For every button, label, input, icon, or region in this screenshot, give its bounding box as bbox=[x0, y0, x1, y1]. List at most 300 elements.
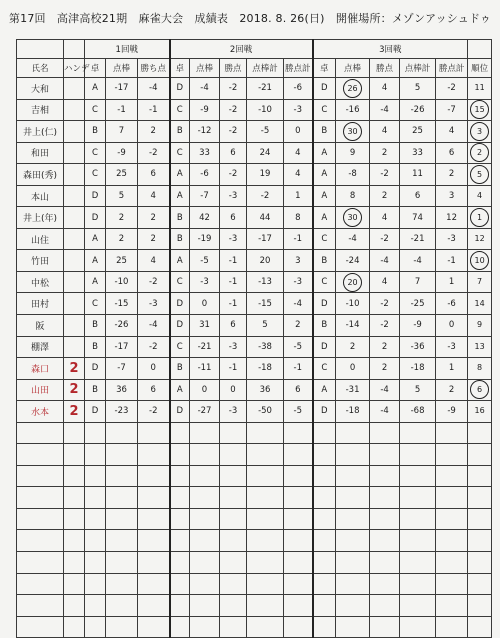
r2-points-total-cell: -10 bbox=[247, 99, 284, 121]
r3-score-cell: -4 bbox=[370, 250, 400, 272]
r2-points-total-cell: -5 bbox=[247, 121, 284, 143]
empty-cell bbox=[284, 573, 313, 595]
r3-points-cell bbox=[336, 271, 370, 293]
handicap-header: ハンデ bbox=[64, 59, 85, 78]
r3-score-total-cell: 3 bbox=[436, 185, 468, 207]
empty-cell bbox=[400, 422, 436, 444]
r3-points-total-cell: -21 bbox=[400, 228, 436, 250]
circled-rank: 2 bbox=[470, 143, 489, 162]
r3-score-cell: 2 bbox=[370, 336, 400, 358]
r3-table-cell: D bbox=[313, 336, 336, 358]
empty-cell bbox=[336, 508, 370, 530]
r2-score-total-cell: 2 bbox=[284, 315, 313, 337]
r3-points-total-cell: -25 bbox=[400, 293, 436, 315]
r1-score-cell: -2 bbox=[138, 401, 170, 423]
r3-score-total-cell: 1 bbox=[436, 358, 468, 380]
handicap-cell bbox=[64, 142, 85, 164]
player-row bbox=[17, 315, 492, 337]
empty-cell bbox=[106, 487, 138, 509]
r3-score-cell: 2 bbox=[370, 185, 400, 207]
name-cell: 井上(年) bbox=[17, 207, 64, 229]
empty-cell bbox=[17, 616, 64, 638]
rank-value: 7 bbox=[477, 277, 483, 287]
r2-score-total-cell: -6 bbox=[284, 78, 313, 100]
r3-score-total-cell: -2 bbox=[436, 78, 468, 100]
r1-points-cell: 2 bbox=[106, 228, 138, 250]
empty-row bbox=[17, 422, 492, 444]
r3-points-total-cell: -36 bbox=[400, 336, 436, 358]
r3-score-cell: -4 bbox=[370, 379, 400, 401]
r1-table-cell: D bbox=[85, 358, 106, 380]
name-cell: 中松 bbox=[17, 271, 64, 293]
handicap-cell bbox=[64, 185, 85, 207]
r1-table-cell: C bbox=[85, 164, 106, 186]
r2-score-total-cell: 0 bbox=[284, 121, 313, 143]
empty-cell bbox=[247, 552, 284, 574]
rank-cell bbox=[468, 401, 492, 423]
name-cell: 山住 bbox=[17, 228, 64, 250]
r1-points-cell: -15 bbox=[106, 293, 138, 315]
r2-points-cell: -21 bbox=[190, 336, 220, 358]
empty-cell bbox=[85, 508, 106, 530]
rank-value: 13 bbox=[474, 341, 485, 351]
empty-cell bbox=[247, 487, 284, 509]
empty-cell bbox=[313, 595, 336, 617]
r1-points-cell: 25 bbox=[106, 250, 138, 272]
empty-cell bbox=[64, 487, 85, 509]
r1-table-cell: D bbox=[85, 185, 106, 207]
r3-score-total-cell: -7 bbox=[436, 99, 468, 121]
name-cell: 水本 bbox=[17, 401, 64, 423]
empty-cell bbox=[436, 444, 468, 466]
empty-cell bbox=[138, 487, 170, 509]
empty-cell bbox=[17, 552, 64, 574]
rank-cell bbox=[468, 164, 492, 186]
empty-cell bbox=[336, 530, 370, 552]
r3-table-header: 卓 bbox=[313, 59, 336, 78]
name-cell: 森田(秀) bbox=[17, 164, 64, 186]
r2-score-total-cell: -4 bbox=[284, 293, 313, 315]
r2-table-cell: D bbox=[170, 78, 190, 100]
empty-row bbox=[17, 573, 492, 595]
empty-cell bbox=[468, 508, 492, 530]
r2-score-cell: 0 bbox=[220, 379, 247, 401]
r3-score-total-header: 勝点計 bbox=[436, 59, 468, 78]
empty-cell bbox=[247, 422, 284, 444]
r2-score-cell: -2 bbox=[220, 78, 247, 100]
handicap-cell bbox=[64, 121, 85, 143]
r1-table-cell: B bbox=[85, 379, 106, 401]
blank-cell bbox=[64, 40, 85, 59]
circled-points: 30 bbox=[343, 208, 362, 227]
player-row bbox=[17, 379, 492, 401]
empty-cell bbox=[400, 465, 436, 487]
circled-rank: 3 bbox=[470, 122, 489, 141]
r2-points-header: 点棒 bbox=[190, 59, 220, 78]
r3-score-cell: 2 bbox=[370, 358, 400, 380]
r1-score-cell: 2 bbox=[138, 228, 170, 250]
r2-points-total-cell: -13 bbox=[247, 271, 284, 293]
empty-cell bbox=[190, 573, 220, 595]
r3-score-total-cell: 2 bbox=[436, 164, 468, 186]
player-row bbox=[17, 121, 492, 143]
r3-table-cell: D bbox=[313, 293, 336, 315]
handicap-cell bbox=[64, 228, 85, 250]
r1-points-cell: -26 bbox=[106, 315, 138, 337]
r3-points-cell: 9 bbox=[336, 142, 370, 164]
r2-points-total-cell: 20 bbox=[247, 250, 284, 272]
empty-cell bbox=[436, 487, 468, 509]
r2-table-cell: A bbox=[170, 185, 190, 207]
empty-cell bbox=[468, 530, 492, 552]
rank-cell bbox=[468, 379, 492, 401]
empty-cell bbox=[336, 422, 370, 444]
empty-row bbox=[17, 465, 492, 487]
r1-score-cell: -4 bbox=[138, 315, 170, 337]
r2-table-cell: B bbox=[170, 228, 190, 250]
r2-score-cell: -1 bbox=[220, 271, 247, 293]
empty-cell bbox=[436, 552, 468, 574]
r3-points-cell: -31 bbox=[336, 379, 370, 401]
r3-table-cell: A bbox=[313, 207, 336, 229]
handicap-cell bbox=[64, 336, 85, 358]
empty-cell bbox=[220, 616, 247, 638]
empty-cell bbox=[220, 422, 247, 444]
r2-points-total-cell: -18 bbox=[247, 358, 284, 380]
r3-table-cell: D bbox=[313, 401, 336, 423]
rank-value: 16 bbox=[474, 406, 485, 416]
r2-score-total-cell: -5 bbox=[284, 336, 313, 358]
r3-table-cell: D bbox=[313, 78, 336, 100]
empty-cell bbox=[336, 616, 370, 638]
empty-cell bbox=[170, 595, 190, 617]
r3-score-total-cell: -6 bbox=[436, 293, 468, 315]
r3-points-cell: 0 bbox=[336, 358, 370, 380]
r2-score-cell: -3 bbox=[220, 336, 247, 358]
empty-cell bbox=[138, 616, 170, 638]
r2-points-cell: -19 bbox=[190, 228, 220, 250]
empty-cell bbox=[220, 487, 247, 509]
player-row bbox=[17, 185, 492, 207]
r2-table-cell: A bbox=[170, 164, 190, 186]
r2-table-cell: B bbox=[170, 121, 190, 143]
r2-points-total-cell: 36 bbox=[247, 379, 284, 401]
r1-points-cell: -7 bbox=[106, 358, 138, 380]
r3-points-cell: -4 bbox=[336, 228, 370, 250]
empty-cell bbox=[468, 422, 492, 444]
empty-cell bbox=[336, 487, 370, 509]
empty-cell bbox=[138, 573, 170, 595]
empty-cell bbox=[284, 444, 313, 466]
empty-cell bbox=[247, 573, 284, 595]
empty-cell bbox=[436, 616, 468, 638]
r1-points-cell: 2 bbox=[106, 207, 138, 229]
r3-table-cell: A bbox=[313, 379, 336, 401]
r3-table-cell: C bbox=[313, 99, 336, 121]
empty-cell bbox=[17, 508, 64, 530]
empty-row bbox=[17, 552, 492, 574]
r3-score-cell: -2 bbox=[370, 164, 400, 186]
r1-points-cell: -10 bbox=[106, 271, 138, 293]
r3-points-total-cell: 5 bbox=[400, 78, 436, 100]
r2-points-cell: -9 bbox=[190, 99, 220, 121]
empty-cell bbox=[400, 595, 436, 617]
empty-cell bbox=[313, 573, 336, 595]
rank-cell bbox=[468, 121, 492, 143]
empty-cell bbox=[313, 422, 336, 444]
empty-cell bbox=[64, 508, 85, 530]
r2-points-total-cell: 44 bbox=[247, 207, 284, 229]
empty-cell bbox=[468, 595, 492, 617]
empty-cell bbox=[17, 487, 64, 509]
sheet-title: 第17回 高津高校21期 麻雀大会 成績表 2018. 8. 26(日) 開催場所：メゾンアッシュドゥ bbox=[8, 12, 492, 25]
empty-cell bbox=[313, 530, 336, 552]
rank-cell bbox=[468, 336, 492, 358]
empty-cell bbox=[190, 508, 220, 530]
empty-cell bbox=[64, 552, 85, 574]
r2-points-total-cell: 24 bbox=[247, 142, 284, 164]
empty-cell bbox=[85, 444, 106, 466]
r3-points-total-cell: -26 bbox=[400, 99, 436, 121]
player-row bbox=[17, 164, 492, 186]
empty-cell bbox=[284, 552, 313, 574]
empty-cell bbox=[17, 530, 64, 552]
r2-points-cell: 0 bbox=[190, 293, 220, 315]
player-row bbox=[17, 271, 492, 293]
r3-table-cell: C bbox=[313, 228, 336, 250]
empty-cell bbox=[220, 552, 247, 574]
empty-cell bbox=[284, 595, 313, 617]
r3-points-total-cell: 74 bbox=[400, 207, 436, 229]
r3-score-cell: 4 bbox=[370, 271, 400, 293]
empty-cell bbox=[220, 508, 247, 530]
empty-cell bbox=[190, 530, 220, 552]
r2-score-cell: -2 bbox=[220, 99, 247, 121]
r3-points-total-cell: 11 bbox=[400, 164, 436, 186]
r1-table-cell: A bbox=[85, 271, 106, 293]
r1-score-cell: 0 bbox=[138, 358, 170, 380]
r1-score-cell: 2 bbox=[138, 121, 170, 143]
player-row bbox=[17, 99, 492, 121]
name-cell: 竹田 bbox=[17, 250, 64, 272]
empty-cell bbox=[220, 465, 247, 487]
empty-cell bbox=[138, 422, 170, 444]
column-header-row bbox=[17, 59, 492, 78]
empty-cell bbox=[106, 616, 138, 638]
name-cell: 山田 bbox=[17, 379, 64, 401]
empty-cell bbox=[284, 616, 313, 638]
empty-cell bbox=[468, 616, 492, 638]
r2-table-cell: D bbox=[170, 293, 190, 315]
empty-cell bbox=[190, 552, 220, 574]
r3-score-cell: -2 bbox=[370, 228, 400, 250]
r1-score-cell: -1 bbox=[138, 99, 170, 121]
round-header-row bbox=[17, 40, 492, 59]
player-row bbox=[17, 207, 492, 229]
r3-points-cell: -8 bbox=[336, 164, 370, 186]
r3-points-header: 点棒 bbox=[336, 59, 370, 78]
name-cell: 大和 bbox=[17, 78, 64, 100]
r2-points-cell: -27 bbox=[190, 401, 220, 423]
r2-score-cell: -1 bbox=[220, 358, 247, 380]
r2-table-header: 卓 bbox=[170, 59, 190, 78]
rank-cell bbox=[468, 78, 492, 100]
empty-cell bbox=[370, 422, 400, 444]
rank-value: 4 bbox=[477, 191, 483, 200]
empty-cell bbox=[313, 487, 336, 509]
r3-score-total-cell: 6 bbox=[436, 142, 468, 164]
r2-score-total-cell: -3 bbox=[284, 99, 313, 121]
empty-cell bbox=[468, 552, 492, 574]
r1-score-cell: 4 bbox=[138, 250, 170, 272]
empty-cell bbox=[313, 444, 336, 466]
r2-table-cell: C bbox=[170, 336, 190, 358]
empty-cell bbox=[170, 487, 190, 509]
empty-cell bbox=[138, 444, 170, 466]
r3-score-header: 勝点 bbox=[370, 59, 400, 78]
r2-score-cell: -1 bbox=[220, 250, 247, 272]
r1-score-cell: 2 bbox=[138, 207, 170, 229]
r2-score-total-cell: -3 bbox=[284, 271, 313, 293]
handicap-cell bbox=[64, 164, 85, 186]
rank-cell bbox=[468, 207, 492, 229]
r1-points-cell: -9 bbox=[106, 142, 138, 164]
empty-cell bbox=[370, 530, 400, 552]
r2-table-cell: A bbox=[170, 379, 190, 401]
r3-table-cell: A bbox=[313, 142, 336, 164]
circled-points: 26 bbox=[343, 79, 362, 98]
r2-table-cell: D bbox=[170, 401, 190, 423]
rank-cell bbox=[468, 142, 492, 164]
empty-cell bbox=[64, 530, 85, 552]
r3-score-cell: 4 bbox=[370, 121, 400, 143]
empty-cell bbox=[17, 595, 64, 617]
empty-cell bbox=[284, 422, 313, 444]
empty-cell bbox=[436, 422, 468, 444]
circled-rank: 1 bbox=[470, 208, 489, 227]
empty-row bbox=[17, 595, 492, 617]
r2-points-cell: 31 bbox=[190, 315, 220, 337]
r2-table-cell: C bbox=[170, 271, 190, 293]
rank-cell bbox=[468, 358, 492, 380]
r1-score-header: 勝ち点 bbox=[138, 59, 170, 78]
r3-score-cell: 4 bbox=[370, 78, 400, 100]
r1-table-cell: B bbox=[85, 336, 106, 358]
r3-score-cell: -2 bbox=[370, 293, 400, 315]
r1-score-cell: 6 bbox=[138, 379, 170, 401]
empty-cell bbox=[190, 487, 220, 509]
empty-cell bbox=[336, 595, 370, 617]
empty-cell bbox=[85, 422, 106, 444]
r2-score-total-cell: 8 bbox=[284, 207, 313, 229]
empty-cell bbox=[85, 552, 106, 574]
r1-table-cell: A bbox=[85, 228, 106, 250]
r2-points-cell: 0 bbox=[190, 379, 220, 401]
empty-cell bbox=[85, 595, 106, 617]
empty-cell bbox=[436, 465, 468, 487]
r3-points-total-cell: -68 bbox=[400, 401, 436, 423]
player-row bbox=[17, 358, 492, 380]
r2-score-cell: -3 bbox=[220, 185, 247, 207]
r3-table-cell: C bbox=[313, 271, 336, 293]
empty-cell bbox=[436, 508, 468, 530]
empty-cell bbox=[313, 616, 336, 638]
rank-value: 12 bbox=[474, 234, 485, 244]
r1-points-cell: 7 bbox=[106, 121, 138, 143]
empty-cell bbox=[17, 465, 64, 487]
empty-cell bbox=[170, 422, 190, 444]
empty-cell bbox=[170, 573, 190, 595]
rank-cell bbox=[468, 250, 492, 272]
circled-rank: 6 bbox=[470, 380, 489, 399]
r1-table-cell: D bbox=[85, 401, 106, 423]
circled-rank: 10 bbox=[470, 251, 489, 270]
empty-row bbox=[17, 444, 492, 466]
r2-points-cell: -11 bbox=[190, 358, 220, 380]
r3-table-cell: A bbox=[313, 164, 336, 186]
name-header: 氏名 bbox=[17, 59, 64, 78]
r2-points-cell: -12 bbox=[190, 121, 220, 143]
r2-score-total-cell: 3 bbox=[284, 250, 313, 272]
empty-cell bbox=[468, 487, 492, 509]
empty-cell bbox=[106, 530, 138, 552]
round-1-header: 1回戦 bbox=[85, 40, 170, 59]
empty-cell bbox=[170, 530, 190, 552]
empty-cell bbox=[106, 465, 138, 487]
r2-score-cell: -3 bbox=[220, 228, 247, 250]
empty-cell bbox=[64, 465, 85, 487]
empty-cell bbox=[170, 616, 190, 638]
rank-value: 8 bbox=[477, 363, 483, 373]
rank-cell bbox=[468, 185, 492, 207]
r3-score-total-cell: 12 bbox=[436, 207, 468, 229]
rank-value: 14 bbox=[474, 298, 485, 308]
r2-points-total-cell: -2 bbox=[247, 185, 284, 207]
r1-table-cell: C bbox=[85, 142, 106, 164]
round-2-header: 2回戦 bbox=[170, 40, 313, 59]
empty-cell bbox=[64, 422, 85, 444]
r3-table-cell: B bbox=[313, 121, 336, 143]
r1-score-cell: -2 bbox=[138, 142, 170, 164]
handicap-cell: 2 bbox=[64, 358, 85, 380]
r3-points-cell: -14 bbox=[336, 315, 370, 337]
empty-cell bbox=[190, 444, 220, 466]
r2-points-total-cell: -50 bbox=[247, 401, 284, 423]
empty-cell bbox=[138, 595, 170, 617]
player-row bbox=[17, 78, 492, 100]
r1-points-cell: 5 bbox=[106, 185, 138, 207]
empty-row bbox=[17, 508, 492, 530]
handicap-cell: 2 bbox=[64, 379, 85, 401]
r1-table-cell: B bbox=[85, 121, 106, 143]
empty-cell bbox=[336, 465, 370, 487]
rank-cell bbox=[468, 99, 492, 121]
r1-score-cell: -4 bbox=[138, 78, 170, 100]
empty-cell bbox=[220, 573, 247, 595]
r2-score-total-cell: -1 bbox=[284, 228, 313, 250]
r2-score-total-cell: 6 bbox=[284, 379, 313, 401]
r1-points-cell: -1 bbox=[106, 99, 138, 121]
handicap-cell bbox=[64, 99, 85, 121]
r3-score-cell: -4 bbox=[370, 401, 400, 423]
r3-score-total-cell: 2 bbox=[436, 379, 468, 401]
r2-points-total-cell: 19 bbox=[247, 164, 284, 186]
empty-cell bbox=[64, 595, 85, 617]
r3-points-total-cell: -4 bbox=[400, 250, 436, 272]
empty-cell bbox=[170, 465, 190, 487]
r2-score-cell: -1 bbox=[220, 293, 247, 315]
r2-table-cell: C bbox=[170, 99, 190, 121]
